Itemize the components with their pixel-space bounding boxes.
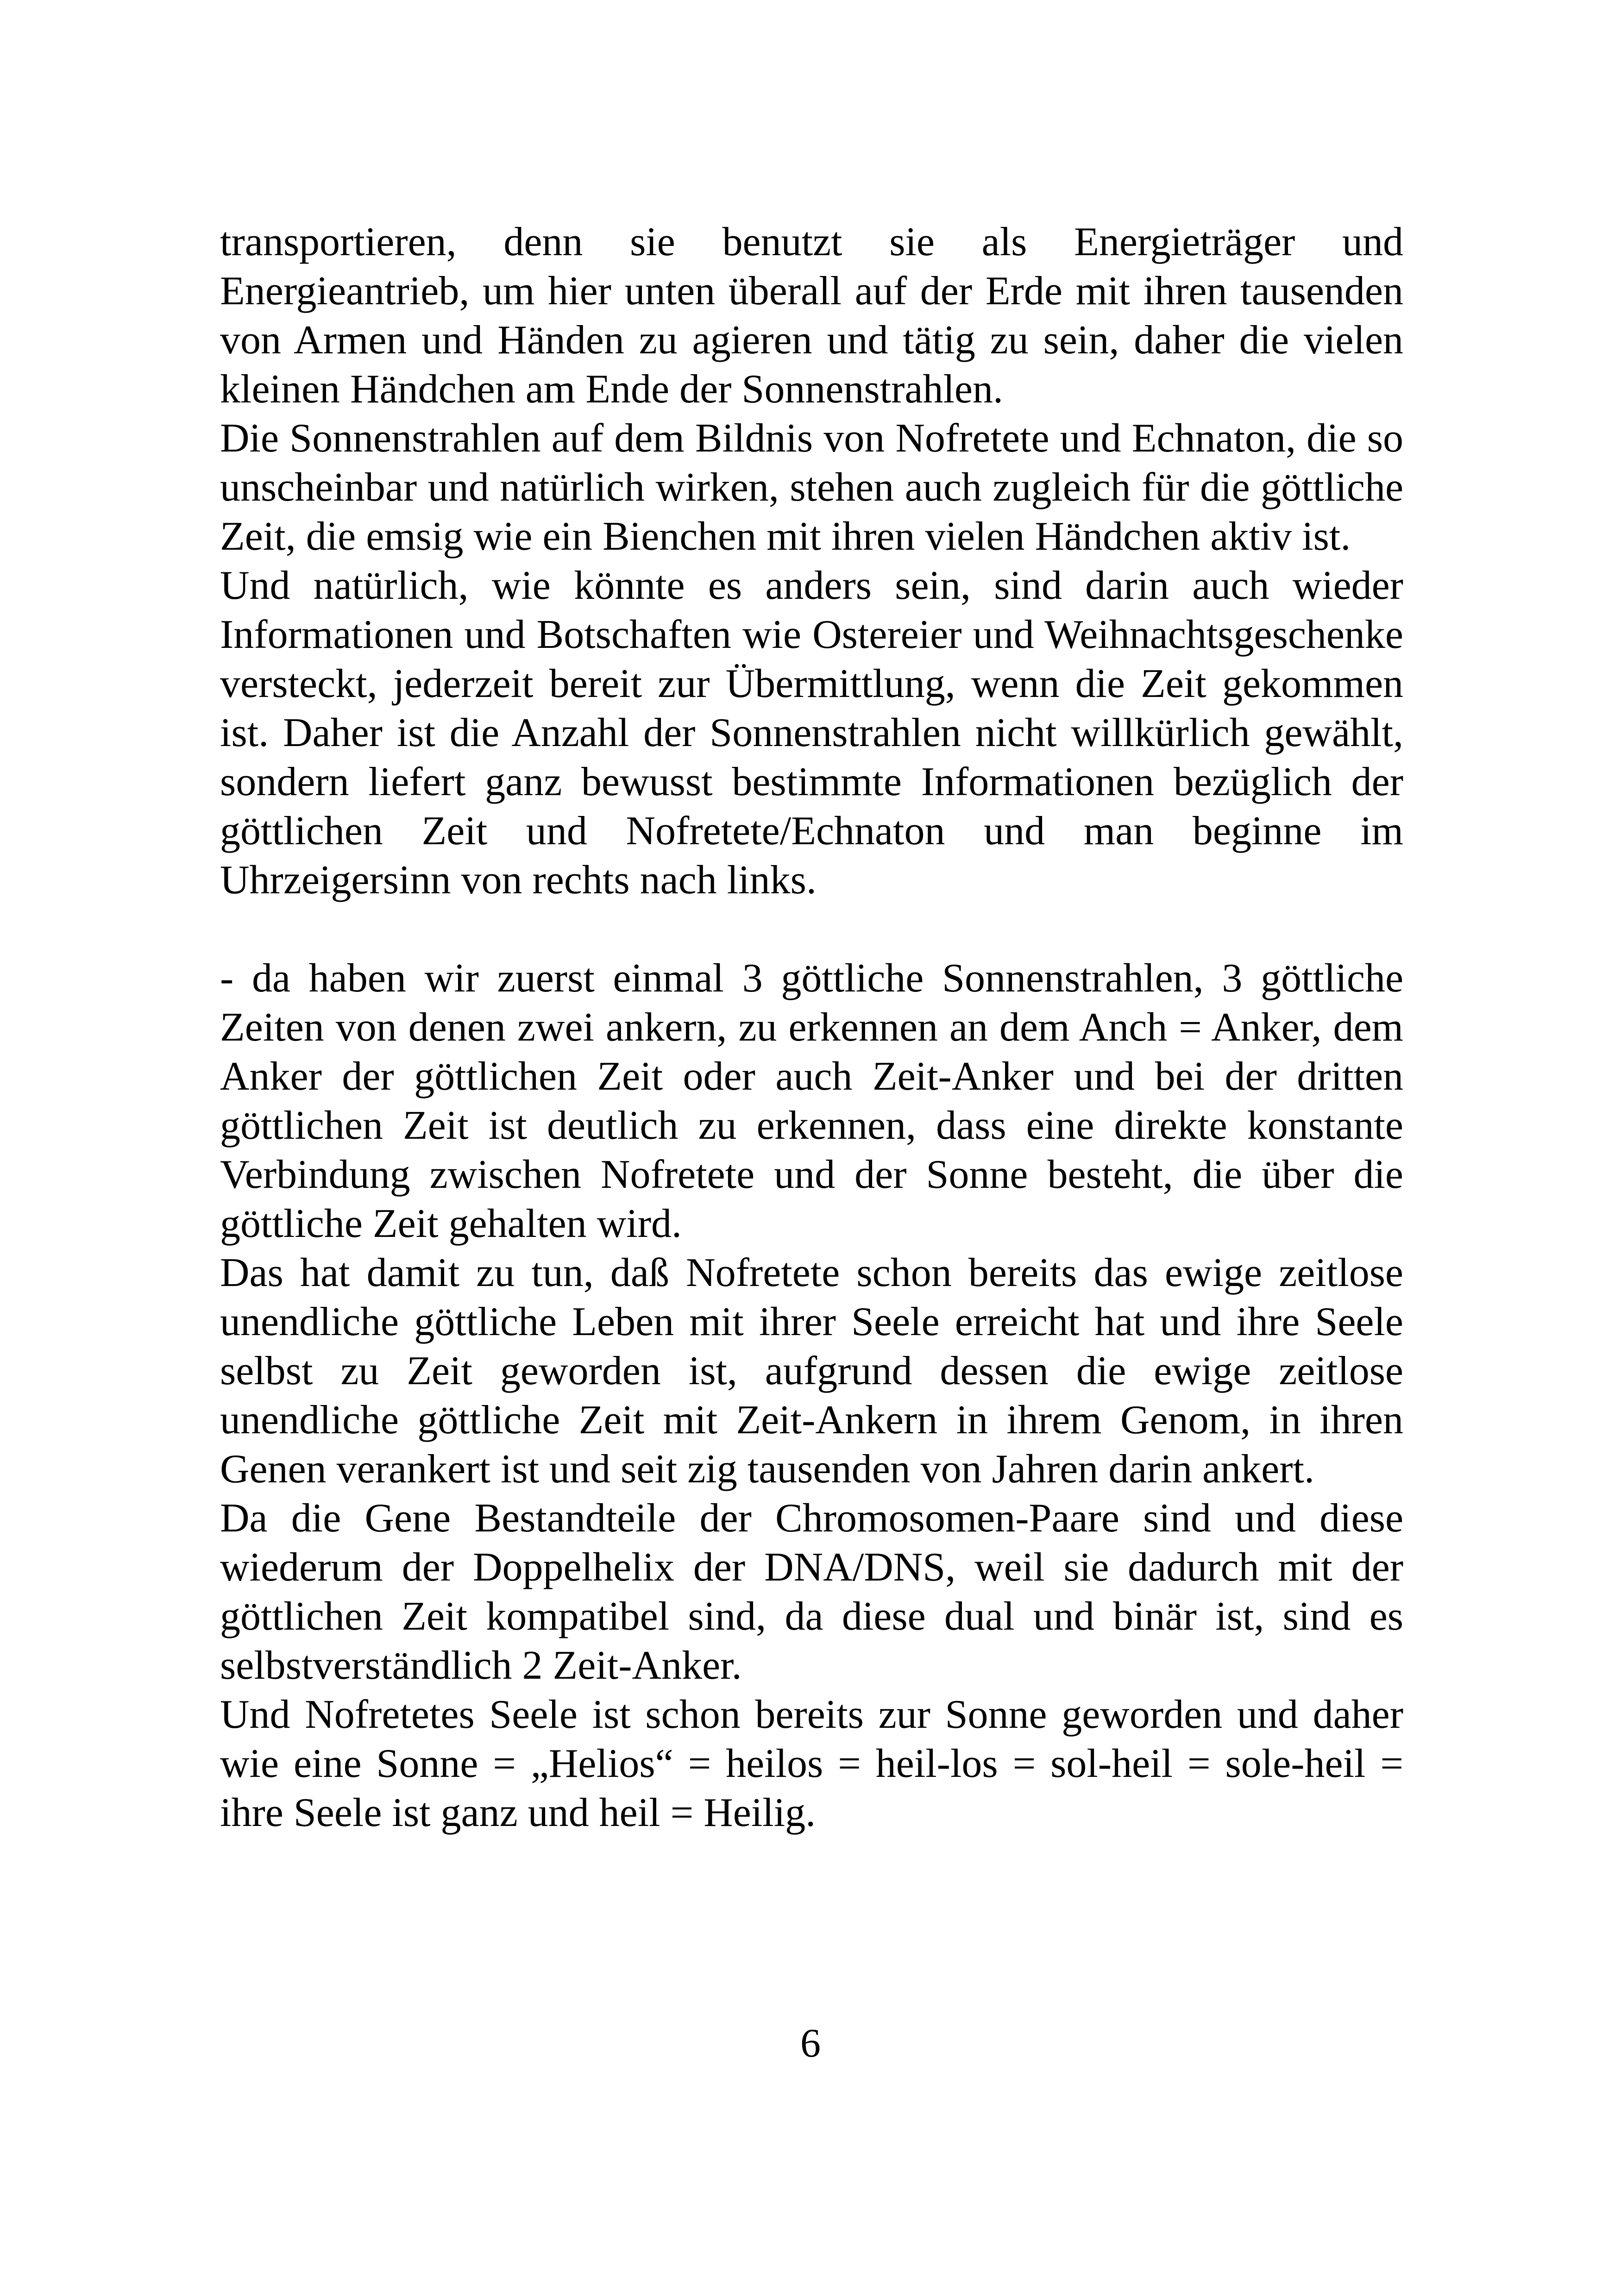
paragraph-3: Und natürlich, wie könnte es anders sein, sind darin auch wieder Informationen und Botschaften wie Ostereier und Weihnachtsgeschenke versteckt, jederzeit bereit zur Übermittlung, wenn die Zeit gekommen ist. Daher ist die Anzahl der Sonnenstrahlen nicht willkürlich gewählt, sondern liefert ganz bewusst bestimmte Informationen bezüglich der göttlichen Zeit und Nofretete/Echnaton und man beginne im Uhrzeigersinn von rechts nach links. (220, 563, 1403, 903)
paragraph-5: Das hat damit zu tun, daß Nofretete schon bereits das ewige zeitlose unendliche göttliche Leben mit ihrer Seele erreicht hat und ihre Seele selbst zu Zeit geworden ist, aufgrund dessen die ewige zeitlose unendliche göttliche Zeit mit Zeit-Ankern in ihrem Genom, in ihren Genen verankert ist und seit zig tausenden von Jahren darin ankert. (220, 1250, 1403, 1492)
paragraph-6: Da die Gene Bestandteile der Chromosomen-Paare sind und diese wiederum der Doppelhelix der DNA/DNS, weil sie dadurch mit der göttlichen Zeit kompatibel sind, da diese dual und binär ist, sind es selbstverständlich 2 Zeit-Anker. (220, 1496, 1403, 1688)
paragraph-7: Und Nofretetes Seele ist schon bereits zur Sonne geworden und daher wie eine Sonne = „Helios“ = heilos = heil-los = sol-heil = sole-heil = ihre Seele ist ganz und heil = Heilig. (220, 1692, 1403, 1835)
paragraph-1: transportieren, denn sie benutzt sie als Energieträger und Energieantrieb, um hier unten überall auf der Erde mit ihren tausenden von Armen und Händen zu agieren und tätig zu sein, daher die vielen kleinen Händchen am Ende der Sonnenstrahlen. (220, 220, 1403, 412)
paragraph-4: - da haben wir zuerst einmal 3 göttliche Sonnenstrahlen, 3 göttliche Zeiten von denen zwei ankern, zu erkennen an dem Anch = Anker, dem Anker der göttlichen Zeit oder auch Zeit-Anker und bei der dritten göttlichen Zeit ist deutlich zu erkennen, dass eine direkte konstante Verbindung zwischen Nofretete und der Sonne besteht, die über die göttliche Zeit gehalten wird. (220, 956, 1403, 1246)
page-number: 6 (800, 2021, 821, 2066)
paragraph-2: Die Sonnenstrahlen auf dem Bildnis von Nofretete und Echnaton, die so unscheinbar und natürlich wirken, stehen auch zugleich für die göttliche Zeit, die emsig wie ein Bienchen mit ihren vielen Händchen aktiv ist. (220, 416, 1403, 559)
paragraph-gap (220, 905, 1403, 954)
body-text (220, 218, 1403, 1838)
